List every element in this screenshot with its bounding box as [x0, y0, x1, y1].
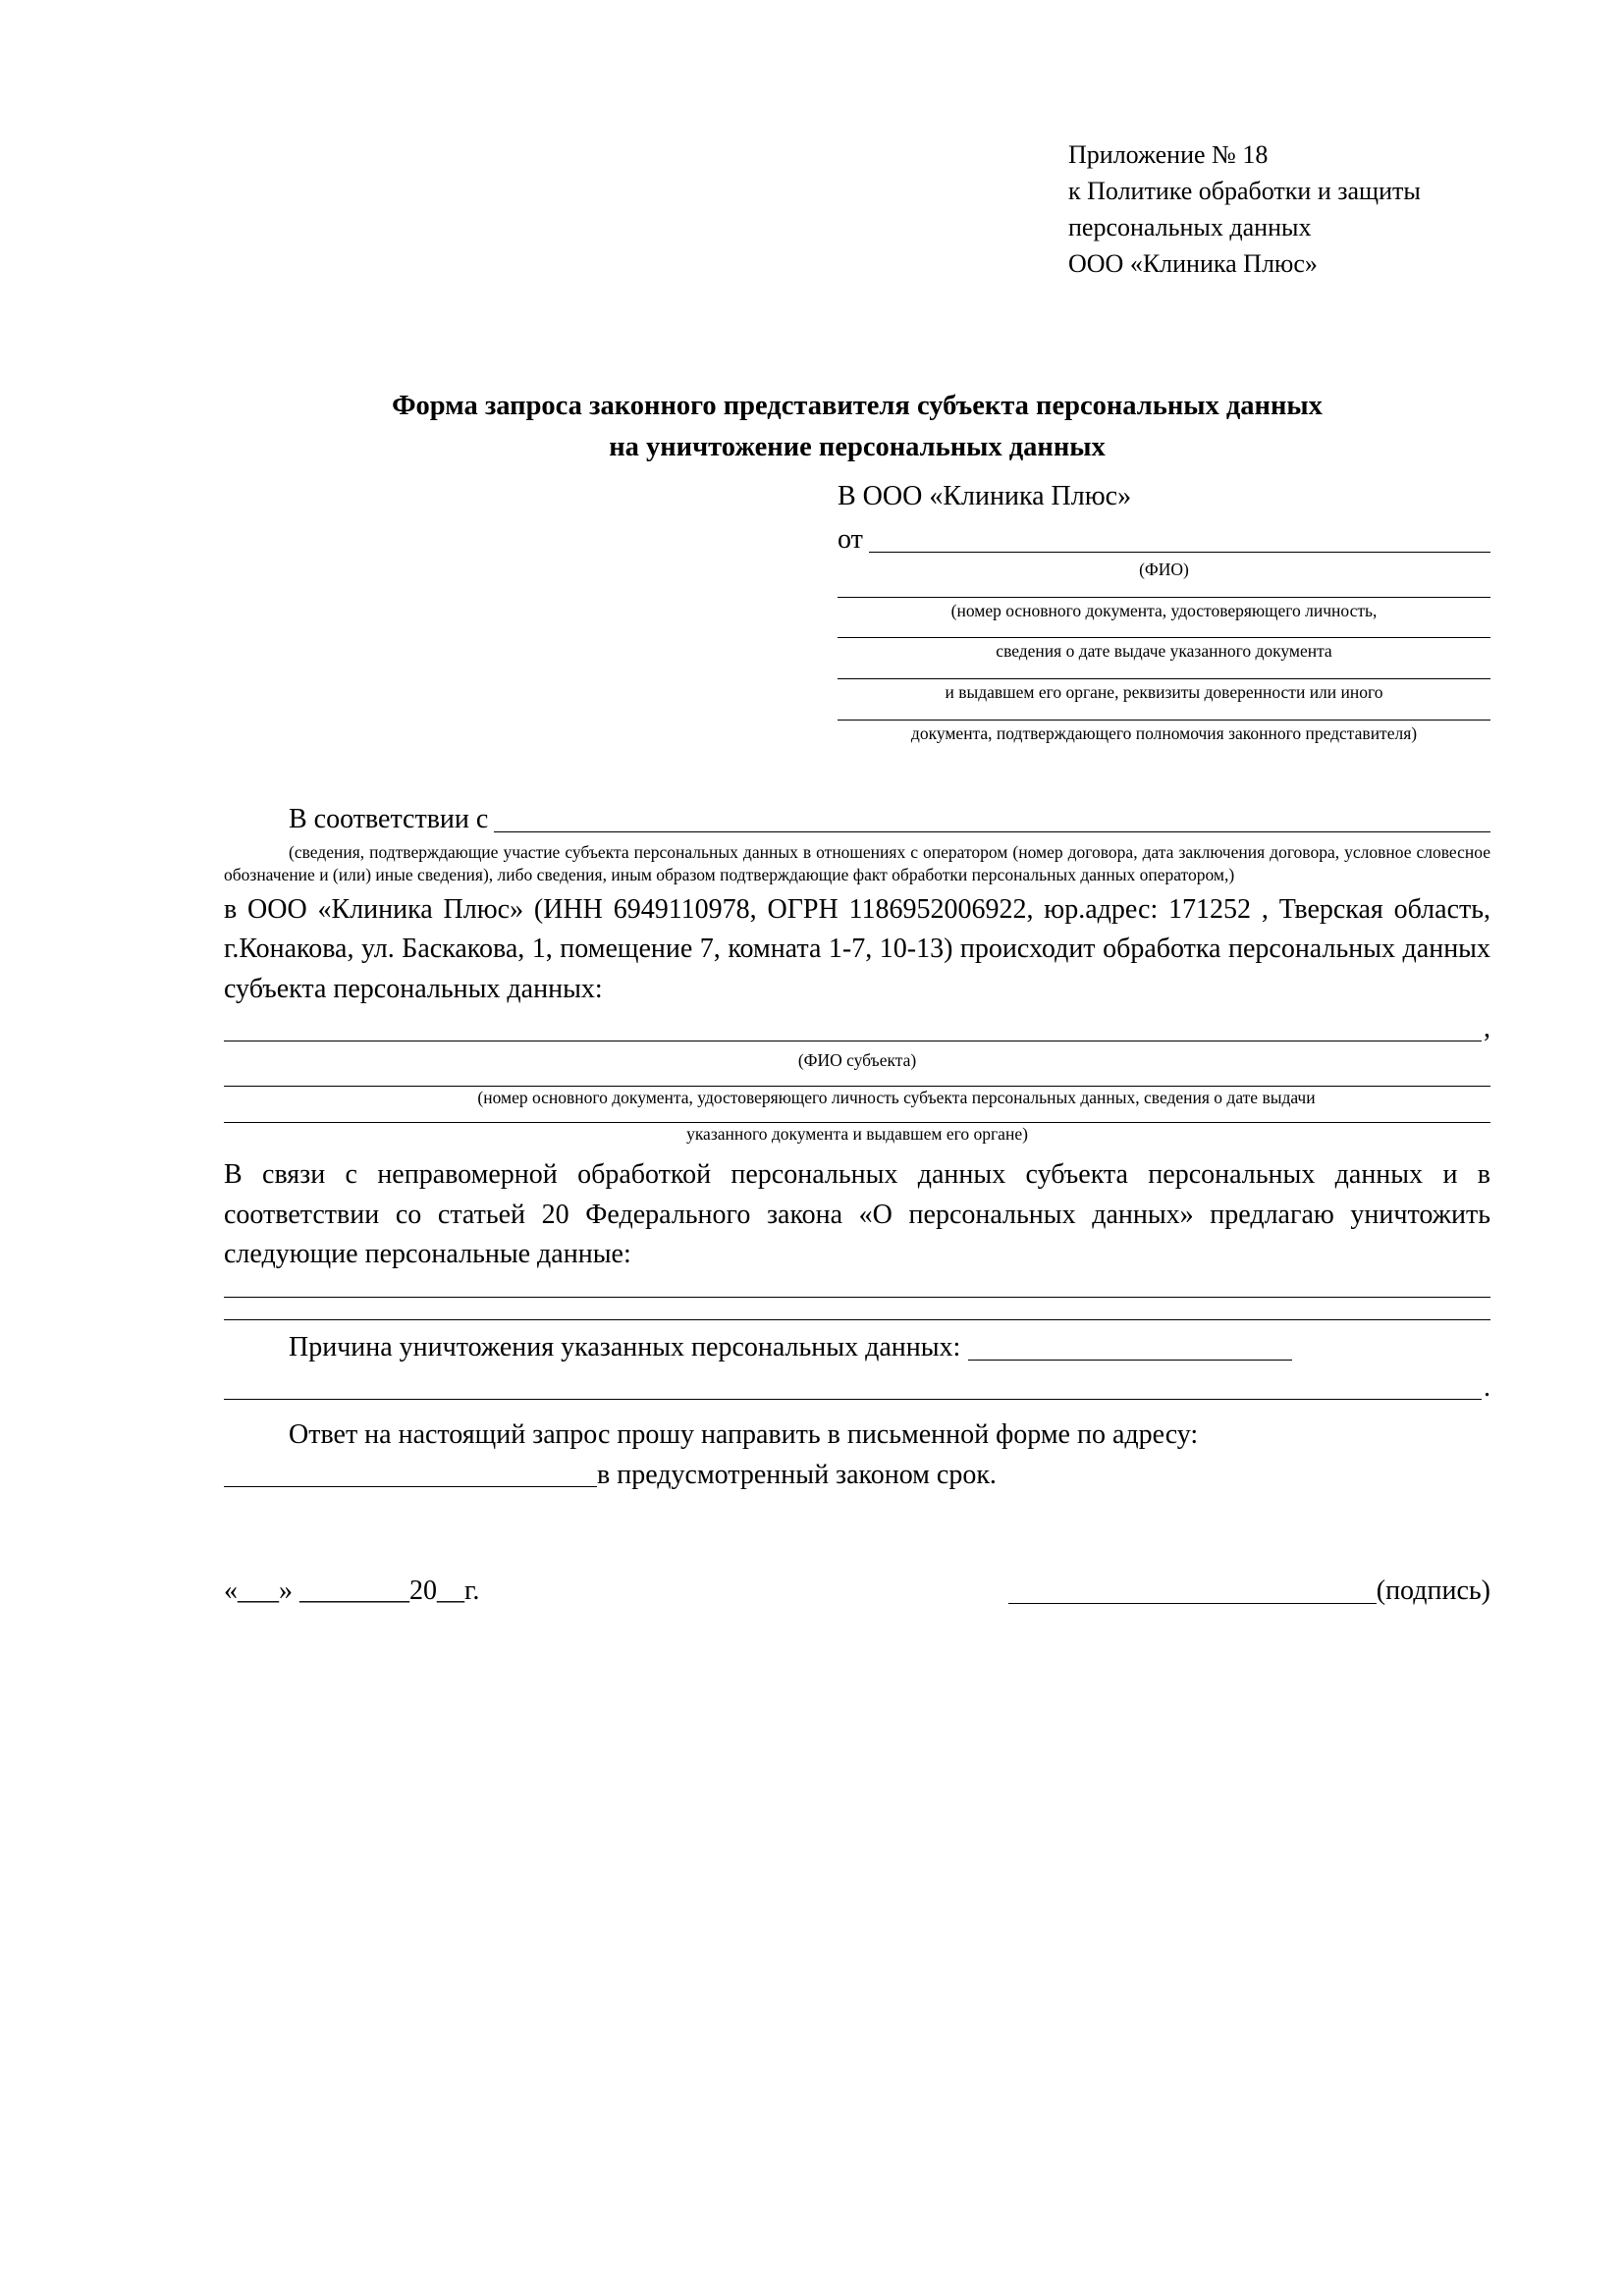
reason-period: . — [1484, 1371, 1490, 1403]
doc-caption-1: (номер основного документа, удостоверяющего личность, — [950, 600, 1378, 620]
reason-row — [224, 1328, 1490, 1368]
doc-caption-2: сведения о дате выдаче указанного документа — [996, 641, 1332, 662]
appendix-policy-line-2: персональных данных — [1068, 212, 1312, 241]
from-fio-caption: (ФИО) — [1139, 559, 1189, 579]
subject-fio-comma: , — [1484, 1013, 1490, 1044]
answer-paragraph-text: Ответ на настоящий запрос прошу направить в письменной форме по адресу: — [289, 1419, 1199, 1451]
document-body — [224, 800, 1490, 1612]
reason-input-2[interactable] — [224, 1399, 1482, 1400]
reason-label: Причина уничтожения указанных персональных данных: — [289, 1332, 961, 1362]
subject-fio-caption: (ФИО субъекта) — [797, 1049, 917, 1070]
addressee-block — [224, 477, 1490, 744]
spacer-2 — [224, 1108, 1490, 1122]
doc-field-2 — [838, 637, 1490, 663]
page-title-line-2: на уничтожение персональных данных — [609, 432, 1106, 463]
subject-doc-caption-2: указанного документа и выдавшем его органе) — [686, 1124, 1028, 1145]
page-title — [224, 386, 1490, 470]
subject-doc-caption-1: (номер основного документа, удостоверяющего личность субъекта персональных данных, сведения о дате выдачи — [477, 1087, 1316, 1107]
from-fio-input[interactable] — [869, 551, 1490, 553]
signature-row — [224, 1572, 1490, 1612]
reason-input-1[interactable] — [968, 1360, 1292, 1361]
data-input-2[interactable] — [224, 1319, 1490, 1320]
answer-address-input[interactable] — [224, 1486, 597, 1487]
appendix-header — [1068, 137, 1490, 283]
reason-continuation-row — [224, 1368, 1490, 1409]
request-paragraph: В связи с неправомерной обработкой персональных данных субъекта персональных данных и в соответствии со статьей 20 Федерального закона «О персональных данных» предлагаю уничтожить следующие персональные данные: — [224, 1159, 1490, 1270]
subject-fio-row — [224, 1009, 1490, 1049]
spacer-1 — [224, 1072, 1490, 1086]
from-label: от — [838, 523, 863, 555]
doc-caption-3: и выдавшем его органе, реквизиты доверенности или иного — [945, 682, 1383, 702]
signature-input[interactable] — [1008, 1603, 1377, 1604]
doc-field-4 — [838, 720, 1490, 745]
from-row — [838, 520, 1490, 560]
answer-paragraph — [224, 1415, 1490, 1456]
signature-label: (подпись) — [1376, 1575, 1490, 1607]
document-content — [224, 137, 1490, 1612]
in-accordance-note-text: (сведения, подтверждающие участие субъекта персональных данных в отношениях с оператором (номер договора, дата заключения договора, условное словесное обозначение и (или) иные сведения), либо сведения, иным образом подтверждающие факт обработки персональных данных оператором,) — [224, 842, 1490, 884]
appendix-number: Приложение № 18 — [1068, 140, 1269, 169]
appendix-organization: ООО «Клиника Плюс» — [1068, 248, 1318, 278]
operator-paragraph: в ООО «Клиника Плюс» (ИНН 6949110978, ОГРН 1186952006922, юр.адрес: 171252 , Тверская область, г.Конакова, ул. Баскакова, 1, помещение 7, комната 1-7, 10-13) происходит обработка персональных данных субъекта персональных данных: — [224, 893, 1490, 1004]
answer-address-tail: в предусмотренный законом срок. — [597, 1459, 997, 1490]
doc-field-3 — [838, 678, 1490, 704]
page-title-line-1: Форма запроса законного представителя субъекта персональных данных — [392, 390, 1323, 421]
doc-caption-4: документа, подтверждающего полномочия законного представителя) — [910, 722, 1418, 743]
data-input-1[interactable] — [224, 1297, 1490, 1298]
in-accordance-label: В соответствии с — [289, 803, 489, 834]
answer-address-row — [224, 1456, 1490, 1496]
in-accordance-note — [224, 841, 1490, 886]
data-line-2-wrap — [224, 1319, 1490, 1320]
data-line-1-wrap — [224, 1297, 1490, 1298]
addressee-to: В ООО «Клиника Плюс» — [838, 481, 1132, 512]
appendix-policy-line-1: к Политике обработки и защиты — [1068, 176, 1421, 205]
in-accordance-row — [224, 800, 1490, 840]
in-accordance-input[interactable] — [494, 830, 1490, 832]
signature-date-input[interactable]: «___» ________20__г. — [224, 1575, 480, 1607]
doc-field-1 — [838, 597, 1490, 622]
